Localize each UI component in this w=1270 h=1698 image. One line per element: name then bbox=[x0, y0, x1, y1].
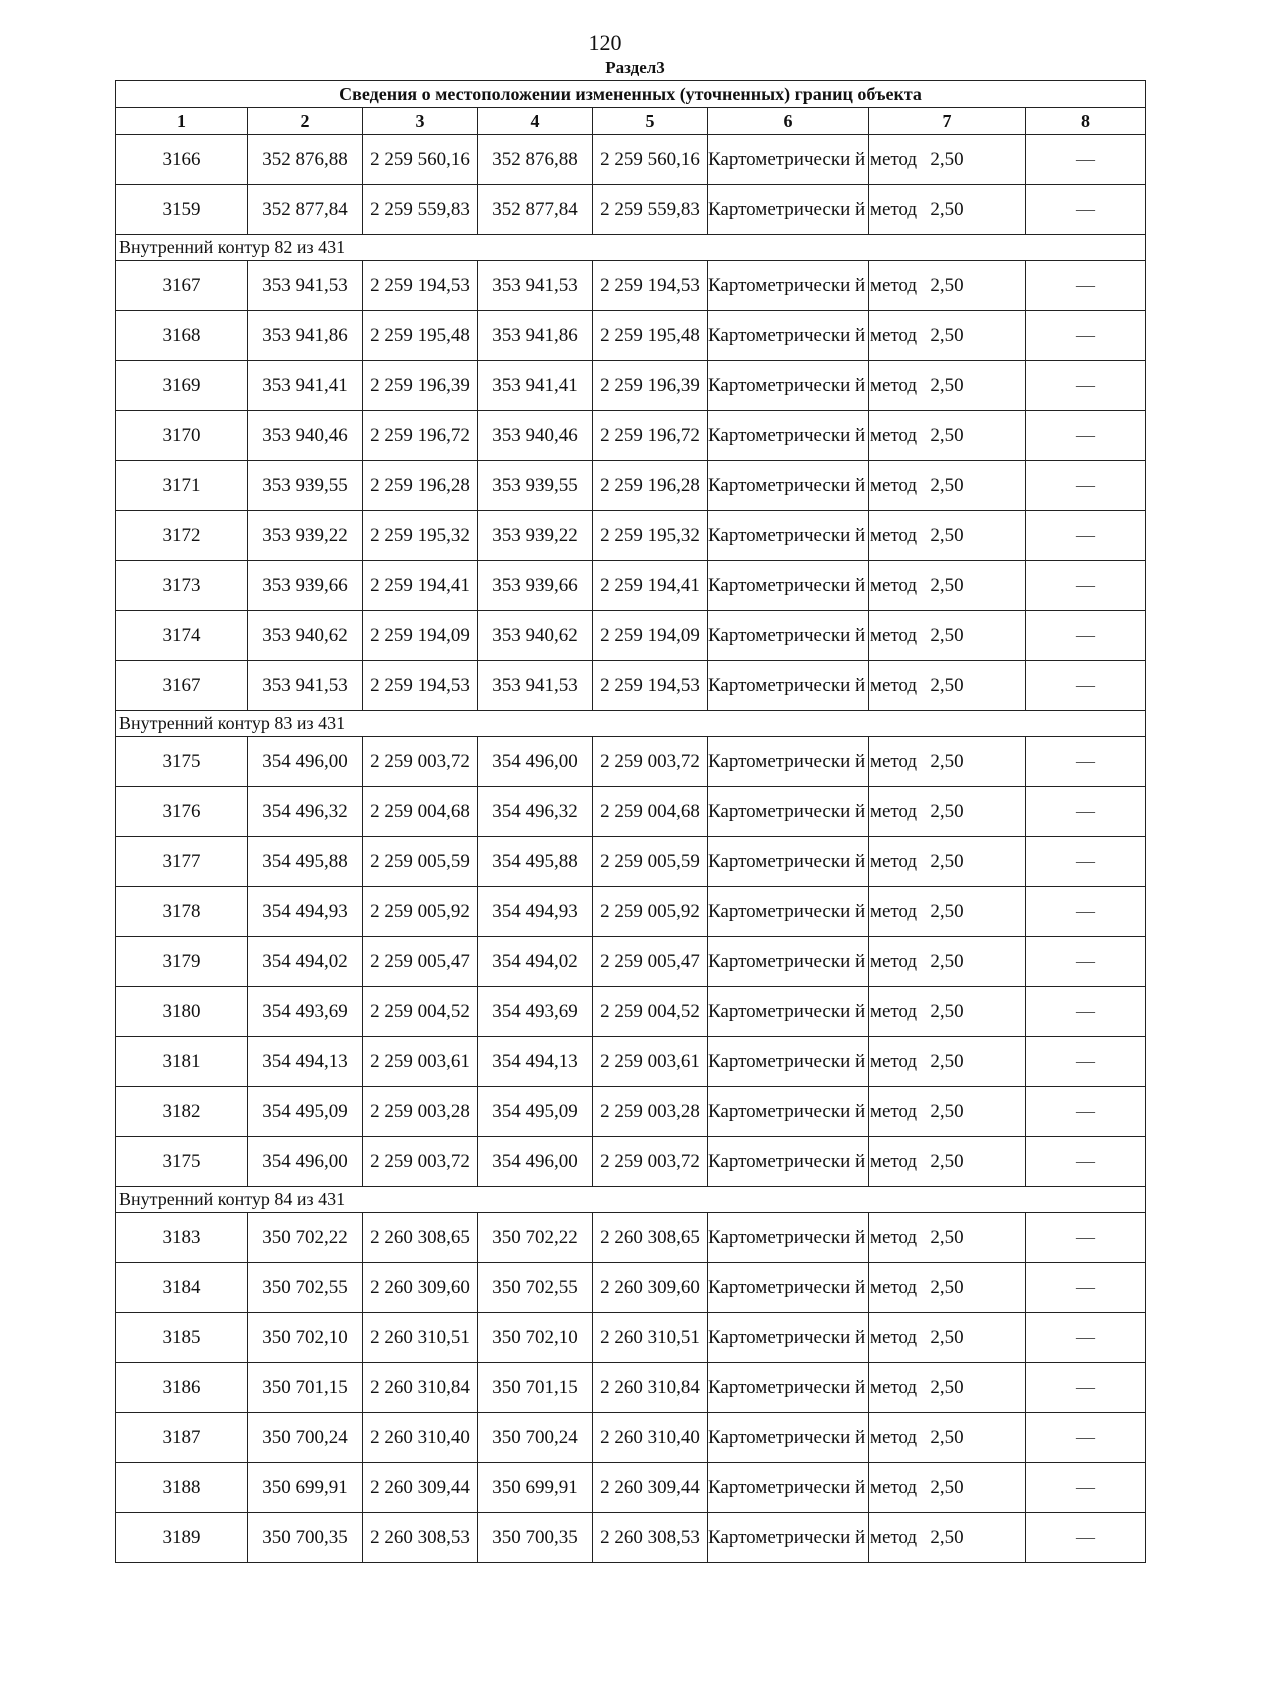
note-cell: — bbox=[1026, 737, 1146, 787]
accuracy-cell: 2,50 bbox=[869, 987, 1026, 1037]
method-cell: Картометрически й метод bbox=[708, 411, 869, 461]
table-row bbox=[116, 787, 1146, 837]
x-new-cell: 350 700,24 bbox=[478, 1413, 593, 1463]
y-old-cell: 2 260 309,44 bbox=[363, 1463, 478, 1513]
contour-label: Внутренний контур 84 из 431 bbox=[116, 1187, 1146, 1213]
contour-label: Внутренний контур 82 из 431 bbox=[116, 235, 1146, 261]
column-header: 4 bbox=[478, 108, 593, 135]
column-header: 5 bbox=[593, 108, 708, 135]
note-cell: — bbox=[1026, 1137, 1146, 1187]
point-number-cell: 3168 bbox=[116, 311, 248, 361]
accuracy-cell: 2,50 bbox=[869, 1463, 1026, 1513]
point-number-cell: 3183 bbox=[116, 1213, 248, 1263]
y-old-cell: 2 260 308,53 bbox=[363, 1513, 478, 1563]
x-new-cell: 354 494,13 bbox=[478, 1037, 593, 1087]
x-old-cell: 353 939,55 bbox=[248, 461, 363, 511]
method-cell: Картометрически й метод bbox=[708, 987, 869, 1037]
x-new-cell: 354 495,09 bbox=[478, 1087, 593, 1137]
note-cell: — bbox=[1026, 311, 1146, 361]
x-old-cell: 352 876,88 bbox=[248, 135, 363, 185]
y-new-cell: 2 260 310,51 bbox=[593, 1313, 708, 1363]
y-old-cell: 2 259 003,28 bbox=[363, 1087, 478, 1137]
note-cell: — bbox=[1026, 411, 1146, 461]
column-header: 3 bbox=[363, 108, 478, 135]
note-cell: — bbox=[1026, 937, 1146, 987]
note-cell: — bbox=[1026, 887, 1146, 937]
note-cell: — bbox=[1026, 987, 1146, 1037]
accuracy-cell: 2,50 bbox=[869, 1513, 1026, 1563]
note-cell: — bbox=[1026, 1363, 1146, 1413]
method-cell: Картометрически й метод bbox=[708, 937, 869, 987]
contour-heading-row bbox=[116, 711, 1146, 737]
point-number-cell: 3171 bbox=[116, 461, 248, 511]
x-old-cell: 354 496,00 bbox=[248, 737, 363, 787]
x-old-cell: 353 941,53 bbox=[248, 261, 363, 311]
x-new-cell: 354 494,02 bbox=[478, 937, 593, 987]
accuracy-cell: 2,50 bbox=[869, 1263, 1026, 1313]
table-row bbox=[116, 1463, 1146, 1513]
y-old-cell: 2 259 194,53 bbox=[363, 261, 478, 311]
method-cell: Картометрически й метод bbox=[708, 511, 869, 561]
y-old-cell: 2 259 003,61 bbox=[363, 1037, 478, 1087]
point-number-cell: 3182 bbox=[116, 1087, 248, 1137]
y-old-cell: 2 260 310,51 bbox=[363, 1313, 478, 1363]
table-row bbox=[116, 461, 1146, 511]
method-cell: Картометрически й метод bbox=[708, 1137, 869, 1187]
x-new-cell: 352 876,88 bbox=[478, 135, 593, 185]
y-new-cell: 2 259 196,72 bbox=[593, 411, 708, 461]
y-old-cell: 2 260 310,40 bbox=[363, 1413, 478, 1463]
note-cell: — bbox=[1026, 837, 1146, 887]
y-old-cell: 2 259 005,47 bbox=[363, 937, 478, 987]
point-number-cell: 3173 bbox=[116, 561, 248, 611]
accuracy-cell: 2,50 bbox=[869, 1087, 1026, 1137]
note-cell: — bbox=[1026, 1413, 1146, 1463]
x-old-cell: 354 494,93 bbox=[248, 887, 363, 937]
x-old-cell: 353 939,22 bbox=[248, 511, 363, 561]
accuracy-cell: 2,50 bbox=[869, 611, 1026, 661]
x-new-cell: 350 700,35 bbox=[478, 1513, 593, 1563]
method-cell: Картометрически й метод bbox=[708, 1313, 869, 1363]
point-number-cell: 3178 bbox=[116, 887, 248, 937]
section-label: Раздел3 bbox=[605, 58, 665, 77]
method-cell: Картометрически й метод bbox=[708, 787, 869, 837]
method-cell: Картометрически й метод bbox=[708, 185, 869, 235]
method-cell: Картометрически й метод bbox=[708, 361, 869, 411]
table-row bbox=[116, 837, 1146, 887]
x-old-cell: 352 877,84 bbox=[248, 185, 363, 235]
x-new-cell: 350 702,55 bbox=[478, 1263, 593, 1313]
y-old-cell: 2 259 196,39 bbox=[363, 361, 478, 411]
point-number-cell: 3176 bbox=[116, 787, 248, 837]
method-cell: Картометрически й метод bbox=[708, 1363, 869, 1413]
note-cell: — bbox=[1026, 1463, 1146, 1513]
y-new-cell: 2 259 003,61 bbox=[593, 1037, 708, 1087]
accuracy-cell: 2,50 bbox=[869, 1313, 1026, 1363]
table-row bbox=[116, 1213, 1146, 1263]
x-new-cell: 353 939,66 bbox=[478, 561, 593, 611]
point-number-cell: 3189 bbox=[116, 1513, 248, 1563]
column-header: 6 bbox=[708, 108, 869, 135]
x-old-cell: 350 700,35 bbox=[248, 1513, 363, 1563]
y-new-cell: 2 260 309,60 bbox=[593, 1263, 708, 1313]
method-cell: Картометрически й метод bbox=[708, 1213, 869, 1263]
x-old-cell: 353 941,53 bbox=[248, 661, 363, 711]
point-number-cell: 3167 bbox=[116, 261, 248, 311]
accuracy-cell: 2,50 bbox=[869, 1413, 1026, 1463]
table-row bbox=[116, 311, 1146, 361]
x-new-cell: 354 496,00 bbox=[478, 737, 593, 787]
x-old-cell: 350 699,91 bbox=[248, 1463, 363, 1513]
y-old-cell: 2 259 195,48 bbox=[363, 311, 478, 361]
x-new-cell: 354 496,00 bbox=[478, 1137, 593, 1187]
column-header-row bbox=[116, 108, 1146, 135]
table-row bbox=[116, 737, 1146, 787]
accuracy-cell: 2,50 bbox=[869, 461, 1026, 511]
table-caption-row bbox=[116, 81, 1146, 108]
x-old-cell: 353 941,86 bbox=[248, 311, 363, 361]
table-row bbox=[116, 1037, 1146, 1087]
note-cell: — bbox=[1026, 661, 1146, 711]
contour-label: Внутренний контур 83 из 431 bbox=[116, 711, 1146, 737]
y-new-cell: 2 260 308,53 bbox=[593, 1513, 708, 1563]
point-number-cell: 3172 bbox=[116, 511, 248, 561]
column-header: 7 bbox=[869, 108, 1026, 135]
y-old-cell: 2 259 005,92 bbox=[363, 887, 478, 937]
y-new-cell: 2 259 559,83 bbox=[593, 185, 708, 235]
x-old-cell: 350 700,24 bbox=[248, 1413, 363, 1463]
y-new-cell: 2 260 310,84 bbox=[593, 1363, 708, 1413]
accuracy-cell: 2,50 bbox=[869, 411, 1026, 461]
method-cell: Картометрически й метод bbox=[708, 1513, 869, 1563]
x-new-cell: 353 941,53 bbox=[478, 661, 593, 711]
point-number-cell: 3180 bbox=[116, 987, 248, 1037]
table-row bbox=[116, 1513, 1146, 1563]
y-new-cell: 2 259 005,92 bbox=[593, 887, 708, 937]
method-cell: Картометрически й метод bbox=[708, 611, 869, 661]
table-row bbox=[116, 135, 1146, 185]
accuracy-cell: 2,50 bbox=[869, 361, 1026, 411]
point-number-cell: 3170 bbox=[116, 411, 248, 461]
x-new-cell: 353 941,41 bbox=[478, 361, 593, 411]
y-old-cell: 2 260 310,84 bbox=[363, 1363, 478, 1413]
accuracy-cell: 2,50 bbox=[869, 1137, 1026, 1187]
note-cell: — bbox=[1026, 561, 1146, 611]
x-old-cell: 353 940,62 bbox=[248, 611, 363, 661]
point-number-cell: 3188 bbox=[116, 1463, 248, 1513]
point-number-cell: 3177 bbox=[116, 837, 248, 887]
y-old-cell: 2 260 309,60 bbox=[363, 1263, 478, 1313]
x-new-cell: 353 940,62 bbox=[478, 611, 593, 661]
table-row bbox=[116, 1313, 1146, 1363]
table-row bbox=[116, 561, 1146, 611]
y-new-cell: 2 259 194,09 bbox=[593, 611, 708, 661]
contour-heading-row bbox=[116, 235, 1146, 261]
y-new-cell: 2 259 005,59 bbox=[593, 837, 708, 887]
x-old-cell: 354 494,13 bbox=[248, 1037, 363, 1087]
accuracy-cell: 2,50 bbox=[869, 887, 1026, 937]
x-new-cell: 353 941,86 bbox=[478, 311, 593, 361]
x-new-cell: 350 702,22 bbox=[478, 1213, 593, 1263]
x-old-cell: 350 702,10 bbox=[248, 1313, 363, 1363]
method-cell: Картометрически й метод bbox=[708, 311, 869, 361]
x-new-cell: 353 940,46 bbox=[478, 411, 593, 461]
method-cell: Картометрически й метод bbox=[708, 887, 869, 937]
table-caption: Сведения о местоположении измененных (уточненных) границ объекта bbox=[116, 81, 1146, 108]
method-cell: Картометрически й метод bbox=[708, 737, 869, 787]
y-new-cell: 2 259 004,68 bbox=[593, 787, 708, 837]
y-new-cell: 2 259 194,53 bbox=[593, 261, 708, 311]
x-old-cell: 354 493,69 bbox=[248, 987, 363, 1037]
x-old-cell: 353 940,46 bbox=[248, 411, 363, 461]
y-old-cell: 2 259 004,68 bbox=[363, 787, 478, 837]
y-new-cell: 2 259 194,41 bbox=[593, 561, 708, 611]
y-old-cell: 2 259 194,41 bbox=[363, 561, 478, 611]
point-number-cell: 3181 bbox=[116, 1037, 248, 1087]
point-number-cell: 3159 bbox=[116, 185, 248, 235]
method-cell: Картометрически й метод bbox=[708, 837, 869, 887]
x-old-cell: 354 495,88 bbox=[248, 837, 363, 887]
y-new-cell: 2 260 310,40 bbox=[593, 1413, 708, 1463]
x-new-cell: 354 494,93 bbox=[478, 887, 593, 937]
table-row bbox=[116, 887, 1146, 937]
y-old-cell: 2 259 194,09 bbox=[363, 611, 478, 661]
method-cell: Картометрически й метод bbox=[708, 261, 869, 311]
y-new-cell: 2 260 308,65 bbox=[593, 1213, 708, 1263]
column-header: 1 bbox=[116, 108, 248, 135]
point-number-cell: 3167 bbox=[116, 661, 248, 711]
method-cell: Картометрически й метод bbox=[708, 461, 869, 511]
table-row bbox=[116, 987, 1146, 1037]
table-row bbox=[116, 937, 1146, 987]
accuracy-cell: 2,50 bbox=[869, 937, 1026, 987]
x-new-cell: 353 941,53 bbox=[478, 261, 593, 311]
x-old-cell: 353 941,41 bbox=[248, 361, 363, 411]
point-number-cell: 3187 bbox=[116, 1413, 248, 1463]
method-cell: Картометрически й метод bbox=[708, 561, 869, 611]
note-cell: — bbox=[1026, 185, 1146, 235]
y-new-cell: 2 259 196,39 bbox=[593, 361, 708, 411]
point-number-cell: 3179 bbox=[116, 937, 248, 987]
accuracy-cell: 2,50 bbox=[869, 837, 1026, 887]
method-cell: Картометрически й метод bbox=[708, 1037, 869, 1087]
x-new-cell: 350 699,91 bbox=[478, 1463, 593, 1513]
accuracy-cell: 2,50 bbox=[869, 737, 1026, 787]
y-old-cell: 2 259 003,72 bbox=[363, 1137, 478, 1187]
accuracy-cell: 2,50 bbox=[869, 261, 1026, 311]
page-number: 120 bbox=[588, 30, 622, 55]
y-old-cell: 2 259 194,53 bbox=[363, 661, 478, 711]
accuracy-cell: 2,50 bbox=[869, 661, 1026, 711]
method-cell: Картометрически й метод bbox=[708, 661, 869, 711]
method-cell: Картометрически й метод bbox=[708, 135, 869, 185]
accuracy-cell: 2,50 bbox=[869, 185, 1026, 235]
note-cell: — bbox=[1026, 1213, 1146, 1263]
x-old-cell: 354 496,00 bbox=[248, 1137, 363, 1187]
y-old-cell: 2 259 560,16 bbox=[363, 135, 478, 185]
y-new-cell: 2 260 309,44 bbox=[593, 1463, 708, 1513]
y-old-cell: 2 259 004,52 bbox=[363, 987, 478, 1037]
x-new-cell: 350 702,10 bbox=[478, 1313, 593, 1363]
table-row bbox=[116, 411, 1146, 461]
y-old-cell: 2 259 559,83 bbox=[363, 185, 478, 235]
method-cell: Картометрически й метод bbox=[708, 1413, 869, 1463]
x-new-cell: 352 877,84 bbox=[478, 185, 593, 235]
table-row bbox=[116, 1263, 1146, 1313]
y-old-cell: 2 260 308,65 bbox=[363, 1213, 478, 1263]
table-row bbox=[116, 361, 1146, 411]
note-cell: — bbox=[1026, 261, 1146, 311]
accuracy-cell: 2,50 bbox=[869, 787, 1026, 837]
y-new-cell: 2 259 196,28 bbox=[593, 461, 708, 511]
y-old-cell: 2 259 003,72 bbox=[363, 737, 478, 787]
note-cell: — bbox=[1026, 1037, 1146, 1087]
y-new-cell: 2 259 195,32 bbox=[593, 511, 708, 561]
y-new-cell: 2 259 005,47 bbox=[593, 937, 708, 987]
point-number-cell: 3175 bbox=[116, 1137, 248, 1187]
point-number-cell: 3186 bbox=[116, 1363, 248, 1413]
note-cell: — bbox=[1026, 611, 1146, 661]
x-old-cell: 354 494,02 bbox=[248, 937, 363, 987]
table-row bbox=[116, 511, 1146, 561]
note-cell: — bbox=[1026, 1263, 1146, 1313]
table-row bbox=[116, 1087, 1146, 1137]
table-row bbox=[116, 185, 1146, 235]
table-row bbox=[116, 661, 1146, 711]
x-new-cell: 354 496,32 bbox=[478, 787, 593, 837]
x-old-cell: 353 939,66 bbox=[248, 561, 363, 611]
method-cell: Картометрически й метод bbox=[708, 1263, 869, 1313]
x-new-cell: 350 701,15 bbox=[478, 1363, 593, 1413]
accuracy-cell: 2,50 bbox=[869, 511, 1026, 561]
x-old-cell: 350 702,22 bbox=[248, 1213, 363, 1263]
table-body bbox=[116, 135, 1146, 1563]
note-cell: — bbox=[1026, 361, 1146, 411]
table-row bbox=[116, 261, 1146, 311]
y-old-cell: 2 259 196,72 bbox=[363, 411, 478, 461]
table-row bbox=[116, 611, 1146, 661]
note-cell: — bbox=[1026, 135, 1146, 185]
table-row bbox=[116, 1363, 1146, 1413]
accuracy-cell: 2,50 bbox=[869, 135, 1026, 185]
note-cell: — bbox=[1026, 1313, 1146, 1363]
x-new-cell: 353 939,55 bbox=[478, 461, 593, 511]
point-number-cell: 3166 bbox=[116, 135, 248, 185]
method-cell: Картометрически й метод bbox=[708, 1087, 869, 1137]
column-header: 2 bbox=[248, 108, 363, 135]
x-new-cell: 354 495,88 bbox=[478, 837, 593, 887]
x-old-cell: 354 496,32 bbox=[248, 787, 363, 837]
note-cell: — bbox=[1026, 787, 1146, 837]
y-new-cell: 2 259 004,52 bbox=[593, 987, 708, 1037]
accuracy-cell: 2,50 bbox=[869, 1213, 1026, 1263]
table-row bbox=[116, 1137, 1146, 1187]
accuracy-cell: 2,50 bbox=[869, 311, 1026, 361]
note-cell: — bbox=[1026, 1513, 1146, 1563]
y-old-cell: 2 259 196,28 bbox=[363, 461, 478, 511]
point-number-cell: 3169 bbox=[116, 361, 248, 411]
y-new-cell: 2 259 003,72 bbox=[593, 737, 708, 787]
accuracy-cell: 2,50 bbox=[869, 561, 1026, 611]
point-number-cell: 3185 bbox=[116, 1313, 248, 1363]
point-number-cell: 3174 bbox=[116, 611, 248, 661]
contour-heading-row bbox=[116, 1187, 1146, 1213]
method-cell: Картометрически й метод bbox=[708, 1463, 869, 1513]
y-new-cell: 2 259 003,28 bbox=[593, 1087, 708, 1137]
x-old-cell: 350 701,15 bbox=[248, 1363, 363, 1413]
y-old-cell: 2 259 195,32 bbox=[363, 511, 478, 561]
y-new-cell: 2 259 195,48 bbox=[593, 311, 708, 361]
accuracy-cell: 2,50 bbox=[869, 1037, 1026, 1087]
note-cell: — bbox=[1026, 511, 1146, 561]
x-new-cell: 353 939,22 bbox=[478, 511, 593, 561]
note-cell: — bbox=[1026, 461, 1146, 511]
point-number-cell: 3184 bbox=[116, 1263, 248, 1313]
x-old-cell: 354 495,09 bbox=[248, 1087, 363, 1137]
table-row bbox=[116, 1413, 1146, 1463]
x-new-cell: 354 493,69 bbox=[478, 987, 593, 1037]
y-new-cell: 2 259 560,16 bbox=[593, 135, 708, 185]
column-header: 8 bbox=[1026, 108, 1146, 135]
y-old-cell: 2 259 005,59 bbox=[363, 837, 478, 887]
note-cell: — bbox=[1026, 1087, 1146, 1137]
x-old-cell: 350 702,55 bbox=[248, 1263, 363, 1313]
accuracy-cell: 2,50 bbox=[869, 1363, 1026, 1413]
coordinates-table bbox=[115, 80, 1146, 1563]
y-new-cell: 2 259 003,72 bbox=[593, 1137, 708, 1187]
point-number-cell: 3175 bbox=[116, 737, 248, 787]
y-new-cell: 2 259 194,53 bbox=[593, 661, 708, 711]
